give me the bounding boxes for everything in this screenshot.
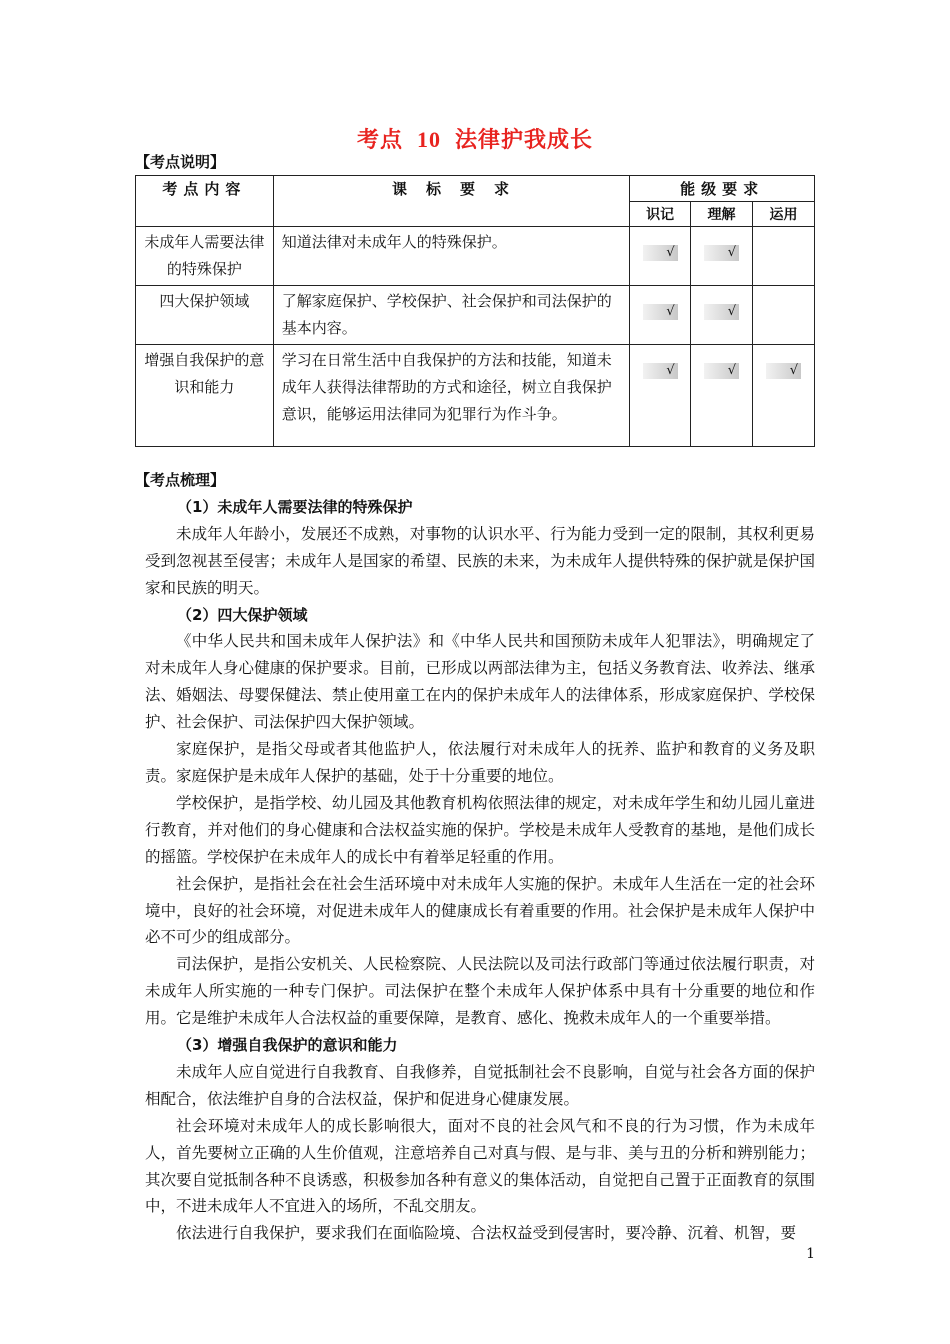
check-mark: √ [704, 304, 739, 320]
row-topic: 增强自我保护的意识和能力 [136, 345, 274, 447]
header-level: 能级要求 [630, 176, 815, 202]
check-mark: √ [766, 363, 801, 379]
mark-cell [691, 286, 753, 345]
paragraph: 未成年人应自觉进行自我教育、自我修养，自觉抵制社会不良影响，自觉与社会各方面的保护相配合，依法维护自身的合法权益，保护和促进身心健康发展。 [145, 1062, 815, 1108]
check-mark: √ [643, 304, 678, 320]
mark-cell [753, 227, 815, 286]
mark-cell [753, 286, 815, 345]
mark-cell [691, 227, 753, 286]
row-requirement: 知道法律对未成年人的特殊保护。 [273, 227, 629, 286]
title-prefix: 考点 [356, 128, 403, 153]
level-memorize: 识记 [630, 202, 691, 227]
paragraph: 社会环境对未成年人的成长影响很大，面对不良的社会风气和不良的行为习惯，作为未成年人，首先要树立正确的人生价值观，注意培养自己对真与假、是与非、美与丑的分析和辨别能力；其次要自觉抵制各种不良诱惑，积极参加各种有意义的集体活动，自觉把自己置于正面教育的氛围中，不进未成年人不宜进入的场所，不乱交朋友。 [145, 1116, 815, 1216]
page-title [0, 123, 950, 154]
header-topic: 考点内容 [136, 176, 274, 227]
table-row [136, 345, 815, 447]
section-label-summary: 【考点梳理】 [135, 471, 226, 489]
row-topic: 四大保护领域 [136, 286, 274, 345]
check-mark: √ [643, 363, 678, 379]
paragraph: 学校保护，是指学校、幼儿园及其他教育机构依照法律的规定，对未成年学生和幼儿园儿童进行教育，并对他们的身心健康和合法权益实施的保护。学校是未成年人受教育的基地，是他们成长的摇篮。学校保护在未成年人的成长中有着举足轻重的作用。 [145, 793, 815, 866]
paragraph: 《中华人民共和国未成年人保护法》和《中华人民共和国预防未成年人犯罪法》，明确规定了对未成年人身心健康的保护要求。目前，已形成以两部法律为主，包括义务教育法、收养法、继承法、婚姻法、母婴保健法、禁止使用童工在内的保护未成年人的法律体系，形成家庭保护、学校保护、社会保护、司法保护四大保护领域。 [145, 632, 815, 732]
page-number: 1 [806, 1246, 815, 1262]
check-mark: √ [643, 245, 678, 261]
paragraph: 未成年人年龄小，发展还不成熟，对事物的认识水平、行为能力受到一定的限制，其权利更易受到忽视甚至侵害；未成年人是国家的希望、民族的未来，为未成年人提供特殊的保护就是保护国家和民族的明天。 [145, 524, 815, 597]
level-apply: 运用 [753, 202, 815, 227]
title-text: 法律护我成长 [455, 128, 594, 153]
requirements-table [135, 175, 815, 447]
row-requirement: 学习在日常生活中自我保护的方法和技能，知道未成年人获得法律帮助的方式和途径，树立自我保护意识，能够运用法律同为犯罪行为作斗争。 [273, 345, 629, 447]
paragraph: 依法进行自我保护，要求我们在面临险境、合法权益受到侵害时，要冷静、沉着、机智，要 [176, 1224, 797, 1243]
subheading-3: （3）增强自我保护的意识和能力 [177, 1036, 398, 1055]
title-number: 10 [417, 127, 441, 152]
mark-cell [630, 345, 691, 447]
subheading-1: （1）未成年人需要法律的特殊保护 [177, 497, 413, 516]
section-label-explanation: 【考点说明】 [135, 153, 226, 171]
paragraph: 司法保护，是指公安机关、人民检察院、人民法院以及司法行政部门等通过依法履行职责，对未成年人所实施的一种专门保护。司法保护在整个未成年人保护体系中具有十分重要的地位和作用。它是维护未成年人合法权益的重要保障，是教育、感化、挽救未成年人的一个重要举措。 [145, 955, 815, 1028]
table-row [136, 286, 815, 345]
check-mark: √ [704, 245, 739, 261]
paragraph: 社会保护，是指社会在社会生活环境中对未成年人实施的保护。未成年人生活在一定的社会环境中，良好的社会环境，对促进未成年人的健康成长有着重要的作用。社会保护是未成年人保护中必不可少的组成部分。 [145, 874, 815, 947]
header-requirement: 课 标 要 求 [273, 176, 629, 227]
mark-cell [630, 227, 691, 286]
level-understand: 理解 [691, 202, 753, 227]
mark-cell [753, 345, 815, 447]
row-requirement: 了解家庭保护、学校保护、社会保护和司法保护的基本内容。 [273, 286, 629, 345]
mark-cell [630, 286, 691, 345]
body-content [135, 467, 815, 1247]
table-row [136, 227, 815, 286]
subheading-2: （2）四大保护领域 [177, 605, 308, 624]
paragraph: 家庭保护，是指父母或者其他监护人，依法履行对未成年人的抚养、监护和教育的义务及职责。家庭保护是未成年人保护的基础，处于十分重要的地位。 [145, 740, 815, 785]
check-mark: √ [704, 363, 739, 379]
mark-cell [691, 345, 753, 447]
row-topic: 未成年人需要法律的特殊保护 [136, 227, 274, 286]
